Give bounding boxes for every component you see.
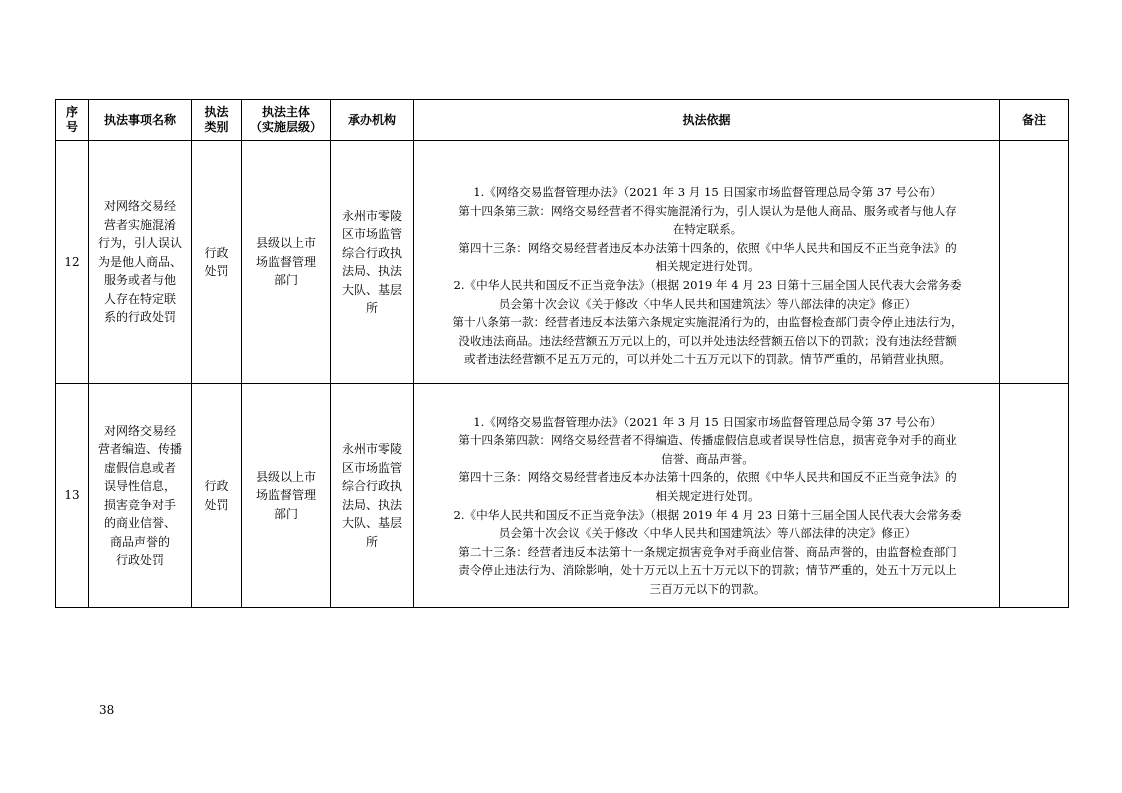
header-seq-line: 序 bbox=[65, 105, 78, 119]
agency-line: 区市场监管 bbox=[341, 460, 402, 475]
header-basis: 执法依据 bbox=[414, 100, 1000, 141]
cell-agency bbox=[331, 384, 414, 608]
agency-line: 法局、执法 bbox=[341, 264, 402, 278]
item-name-line: 损害竞争对手 bbox=[103, 497, 176, 512]
subject-line: 场监督管理 bbox=[255, 488, 316, 503]
cell-remark bbox=[1000, 141, 1069, 384]
agency-line: 永州市零陵 bbox=[341, 208, 402, 223]
header-agency: 承办机构 bbox=[331, 100, 414, 141]
legal-basis-line: 没收违法商品。违法经营额五万元以上的，可以并处违法经营额五倍以下的罚款；没有违法经营额 bbox=[458, 333, 957, 348]
cell-category bbox=[192, 141, 242, 384]
agency-line: 大队、基层 bbox=[341, 516, 402, 530]
item-name-line: 为是他人商品、 bbox=[97, 254, 182, 269]
item-name-line: 对网络交易经 bbox=[103, 199, 176, 214]
item-name-line: 对网络交易经 bbox=[103, 423, 176, 438]
cell-legal-basis bbox=[414, 384, 1000, 608]
header-name: 执法事项名称 bbox=[89, 100, 192, 141]
legal-basis-line: 三百万元以下的罚款。 bbox=[649, 581, 766, 596]
header-subject bbox=[242, 100, 331, 141]
item-name-line: 商品声誉的 bbox=[109, 534, 170, 549]
header-category-line: 类别 bbox=[204, 120, 229, 134]
legal-basis-line: 员会第十次会议《关于修改〈中华人民共和国建筑法〉等八部法律的决定》修正） bbox=[498, 296, 917, 311]
legal-basis-line: 第二十三条：经营者违反本法第十一条规定损害竞争对手商业信誉、商品声誉的，由监督检查部门 bbox=[458, 544, 957, 559]
agency-line: 所 bbox=[365, 534, 378, 549]
category-line: 处罚 bbox=[204, 497, 229, 512]
item-name-line: 营者编造、传播 bbox=[97, 442, 182, 456]
cell-category bbox=[192, 384, 242, 608]
category-line: 行政 bbox=[204, 245, 229, 260]
legal-basis-line: 在特定联系。 bbox=[672, 222, 743, 237]
subject-line: 县级以上市 bbox=[255, 469, 316, 484]
header-category bbox=[192, 100, 242, 141]
header-subject-line: 执法主体 bbox=[261, 105, 310, 119]
table-row bbox=[56, 141, 1069, 384]
agency-line: 法局、执法 bbox=[341, 497, 402, 512]
item-name-line: 营者实施混淆 bbox=[103, 217, 176, 232]
legal-basis-line: 或者违法经营额不足五万元的，可以并处二十五万元以下的罚款。情节严重的，吊销营业执照。 bbox=[464, 352, 951, 367]
header-remark: 备注 bbox=[1000, 100, 1069, 141]
legal-basis-line: 第十四条第三款：网络交易经营者不得实施混淆行为，引人误认为是他人商品、服务或者与他人存 bbox=[458, 203, 957, 218]
item-name-line: 行为，引人误认 bbox=[97, 236, 182, 251]
table-row bbox=[56, 384, 1069, 608]
agency-line: 大队、基层 bbox=[341, 282, 402, 297]
agency-line: 区市场监管 bbox=[341, 227, 402, 241]
cell-subject bbox=[242, 141, 331, 384]
legal-basis-line: 2.《中华人民共和国反不正当竞争法》（根据 2019 年 4 月 23 日第十三届全国人民代表大会常务委 bbox=[453, 507, 962, 522]
legal-basis-line: 第十四条第四款：网络交易经营者不得编造、传播虚假信息或者误导性信息，损害竞争对手的商业 bbox=[458, 433, 957, 448]
agency-line: 综合行政执 bbox=[341, 479, 402, 493]
agency-line: 永州市零陵 bbox=[341, 442, 402, 456]
subject-line: 部门 bbox=[273, 273, 298, 288]
item-name-line: 行政处罚 bbox=[115, 553, 164, 567]
cell-legal-basis bbox=[414, 141, 1000, 384]
cell-item-name bbox=[89, 384, 192, 608]
agency-line: 所 bbox=[365, 301, 378, 315]
item-name-line: 虚假信息或者 bbox=[103, 460, 176, 475]
legal-basis-line: 第四十三条：网络交易经营者违反本办法第十四条的，依照《中华人民共和国反不正当竞争法》的 bbox=[458, 240, 957, 255]
legal-basis-line: 信誉、商品声誉。 bbox=[661, 451, 754, 466]
item-name-line: 误导性信息， bbox=[103, 479, 176, 493]
cell-seq: 13 bbox=[56, 384, 89, 608]
legal-basis-line: 第十八条第一款：经营者违反本法第六条规定实施混淆行为的，由监督检查部门责令停止违法行为， bbox=[452, 315, 963, 330]
header-seq bbox=[56, 100, 89, 141]
item-name-line: 的商业信誉、 bbox=[103, 516, 176, 530]
agency-line: 综合行政执 bbox=[341, 245, 402, 260]
cell-seq: 12 bbox=[56, 141, 89, 384]
legal-basis-line: 责令停止违法行为、消除影响，处十万元以上五十万元以下的罚款；情节严重的，处五十万元以上 bbox=[458, 563, 957, 578]
item-name-line: 系的行政处罚 bbox=[103, 310, 176, 325]
header-seq-line: 号 bbox=[65, 120, 78, 134]
item-name-line: 服务或者与他 bbox=[103, 273, 176, 288]
page-number: 38 bbox=[99, 703, 115, 717]
category-line: 行政 bbox=[204, 479, 229, 493]
header-category-line: 执法 bbox=[204, 105, 229, 119]
subject-line: 部门 bbox=[273, 506, 298, 521]
header-subject-line: （实施层级） bbox=[249, 120, 322, 134]
cell-item-name bbox=[89, 141, 192, 384]
legal-basis-line: 1.《网络交易监督管理办法》（2021 年 3 月 15 日国家市场监督管理总局令第 37 号公布） bbox=[473, 414, 942, 429]
legal-basis-line: 相关规定进行处罚。 bbox=[655, 488, 760, 503]
enforcement-items-table bbox=[55, 99, 1069, 608]
item-name-line: 人存在特定联 bbox=[103, 291, 176, 306]
cell-agency bbox=[331, 141, 414, 384]
legal-basis-line: 2.《中华人民共和国反不正当竞争法》（根据 2019 年 4 月 23 日第十三届全国人民代表大会常务委 bbox=[453, 278, 962, 292]
cell-remark bbox=[1000, 384, 1069, 608]
legal-basis-line: 相关规定进行处罚。 bbox=[655, 259, 760, 274]
legal-basis-line: 第四十三条：网络交易经营者违反本办法第十四条的，依照《中华人民共和国反不正当竞争法》的 bbox=[458, 470, 957, 485]
cell-subject bbox=[242, 384, 331, 608]
subject-line: 场监督管理 bbox=[255, 254, 316, 269]
subject-line: 县级以上市 bbox=[255, 236, 316, 251]
legal-basis-line: 员会第十次会议《关于修改〈中华人民共和国建筑法〉等八部法律的决定》修正） bbox=[498, 526, 917, 541]
category-line: 处罚 bbox=[204, 264, 229, 278]
legal-basis-line: 1.《网络交易监督管理办法》（2021 年 3 月 15 日国家市场监督管理总局令第 37 号公布） bbox=[473, 185, 942, 200]
table-header-row bbox=[56, 100, 1069, 141]
